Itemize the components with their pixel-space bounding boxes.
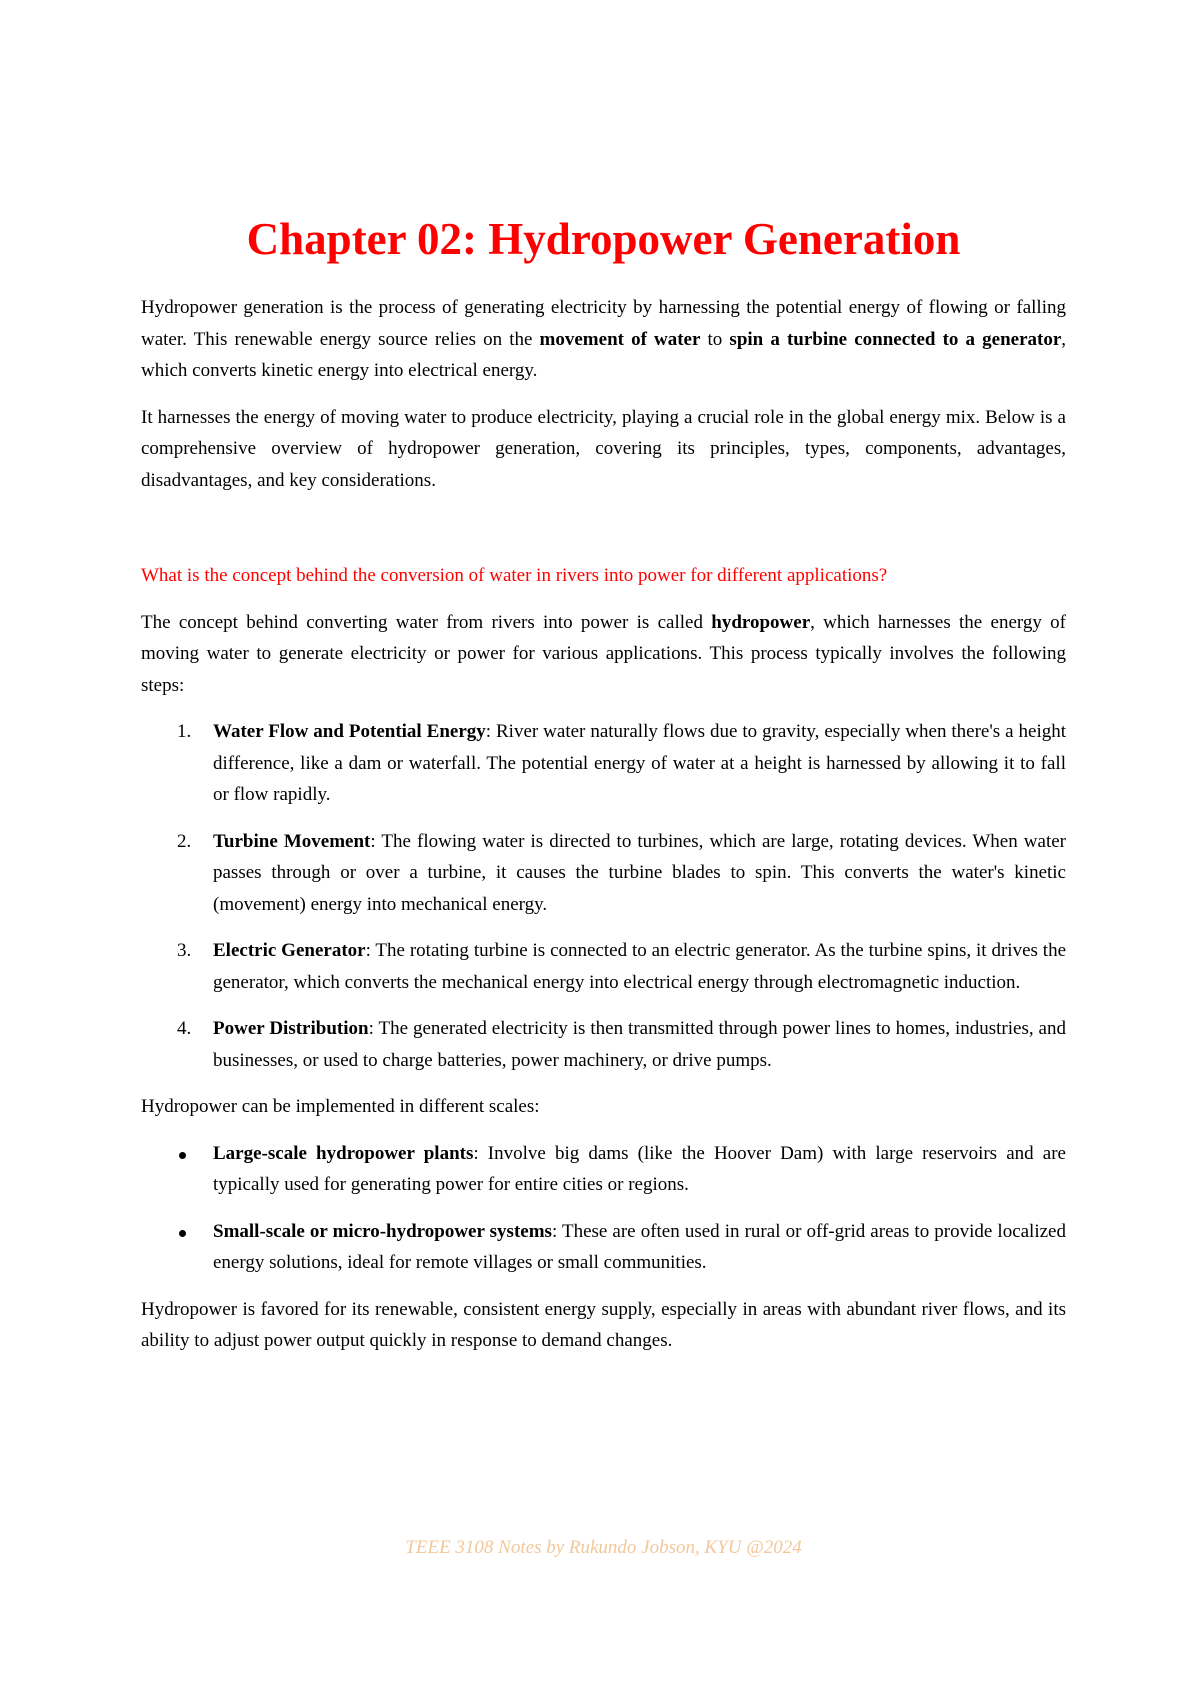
document-body (141, 292, 1066, 1357)
intro-paragraph-2: It harnesses the energy of moving water to produce electricity, playing a crucial role in the global energy mix. Below is a comprehensive overview of hydropower generation, covering its principles, types, components, advantages, disadvantages, and key considerations. (141, 406, 1066, 491)
bullet-icon (179, 1230, 186, 1237)
step-text: : The flowing water is directed to turbines, which are large, rotating devices. When water passes through or over a turbine, it causes the turbine blades to spin. This converts the water's kinetic (movement) energy into mechanical energy. (213, 830, 1066, 915)
list-number: 4. (177, 1018, 192, 1039)
document-page (141, 0, 1066, 1696)
concept-text: , which harnesses the energy of moving water to generate electricity or power for various applications. This process typically involves the following steps: (141, 611, 1066, 696)
scales-intro: Hydropower can be implemented in different scales: (141, 1096, 540, 1117)
list-number: 3. (177, 940, 192, 961)
scale-term: Small-scale or micro-hydropower systems (213, 1220, 552, 1242)
bold-phrase: spin a turbine connected to a generator (729, 328, 1062, 350)
concept-text: The concept behind converting water from rivers into power is called (141, 611, 712, 633)
step-text: : River water naturally flows due to gravity, especially when there's a height difference, like a dam or waterfall. The potential energy of water at a height is harnessed by allowing it to fall or flow rapidly. (213, 721, 1067, 805)
step-term: Power Distribution (213, 1018, 369, 1039)
list-item (141, 1013, 1066, 1076)
section-question: What is the concept behind the conversion of water in rivers into power for different applications? (141, 565, 888, 586)
list-item (141, 1216, 1066, 1279)
bullet-icon (179, 1152, 186, 1159)
intro-paragraph-1 (141, 292, 1066, 387)
closing-paragraph: Hydropower is favored for its renewable, consistent energy supply, especially in areas with abundant river flows, and its ability to adjust power output quickly in response to demand changes. (141, 1298, 1066, 1351)
list-item (141, 935, 1066, 998)
page-footer: TEEE 3108 Notes by Rukundo Jobson, KYU @2024 (405, 1537, 802, 1558)
list-number: 2. (177, 830, 192, 852)
list-item (141, 716, 1066, 811)
scales-list (141, 1138, 1066, 1279)
intro-text: Hydropower generation is the process of generating electricity by harnessing the potential energy of flowing or falling water. This renewable energy source relies on the (141, 297, 1066, 350)
step-text: : The generated electricity is then transmitted through power lines to homes, industries, and businesses, or used to charge batteries, power machinery, or drive pumps. (213, 1018, 1066, 1071)
scale-text: : Involve big dams (like the Hoover Dam) with large reservoirs and are typically used for generating power for entire cities or regions. (213, 1142, 1066, 1195)
intro-text: , which converts kinetic energy into electrical energy. (141, 328, 1067, 381)
bold-phrase: hydropower (711, 611, 811, 633)
concept-paragraph (141, 607, 1066, 702)
scale-term: Large-scale hydropower plants (213, 1142, 474, 1164)
step-term: Electric Generator (213, 940, 366, 961)
list-item (141, 1138, 1066, 1201)
list-number: 1. (177, 721, 192, 742)
chapter-title: Chapter 02: Hydropower Generation (246, 214, 961, 264)
intro-text: to (700, 328, 730, 350)
steps-list (141, 716, 1066, 1076)
list-item (141, 826, 1066, 921)
step-text: : The rotating turbine is connected to an electric generator. As the turbine spins, it drives the generator, which converts the mechanical energy into electrical energy through electromagnetic induction. (213, 940, 1067, 993)
scale-text: : These are often used in rural or off-grid areas to provide localized energy solutions, ideal for remote villages or small communities. (213, 1220, 1066, 1273)
step-term: Turbine Movement (213, 830, 371, 852)
step-term: Water Flow and Potential Energy (213, 721, 486, 742)
bold-phrase: movement of water (539, 328, 701, 350)
